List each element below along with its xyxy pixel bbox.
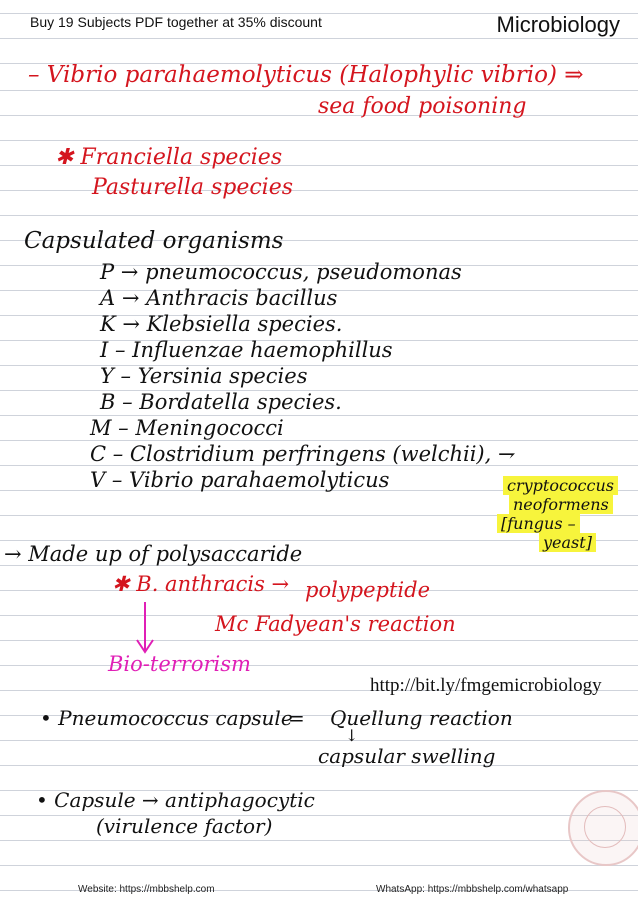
equals-sign: =: [288, 706, 305, 730]
mcfadyean-line: Mc Fadyean's reaction: [215, 612, 456, 636]
list-item: K → Klebsiella species.: [100, 312, 343, 336]
capsular-swelling-line: capsular swelling: [318, 744, 496, 768]
bioterrorism-label: Bio-terrorism: [108, 652, 251, 676]
made-up-line: → Made up of polysaccaride: [4, 542, 303, 566]
pneumo-capsule-line: • Pneumococcus capsule: [40, 706, 293, 730]
anthracis-line: ✱ B. anthracis →: [112, 572, 290, 596]
polypeptide-label: polypeptide: [305, 578, 431, 602]
pasturella-line: Pasturella species: [92, 175, 294, 200]
capsule-line: • Capsule → antiphagocytic: [36, 788, 315, 812]
down-arrow-icon: [130, 600, 160, 660]
subject-title: Microbiology: [496, 12, 620, 37]
source-link[interactable]: http://bit.ly/fmgemicrobiology: [370, 675, 602, 696]
list-item: B – Bordatella species.: [100, 390, 342, 414]
list-item: Y – Yersinia species: [100, 364, 308, 388]
small-down-arrow: ↓: [345, 726, 359, 745]
capsulated-title: Capsulated organisms: [24, 228, 284, 254]
footer-website[interactable]: Website: https://mbbshelp.com: [78, 884, 215, 895]
list-item: I – Influenzae haemophillus: [100, 338, 393, 362]
quellung-line: Quellung reaction: [330, 706, 513, 730]
watermark-seal: [568, 790, 638, 866]
crypto-line: yeast]: [539, 533, 596, 552]
franciella-line: ✱ Franciella species: [55, 145, 283, 170]
list-item: A → Anthracis bacillus: [100, 286, 338, 310]
list-item: P → pneumococcus, pseudomonas: [100, 260, 462, 284]
list-item: M – Meningococci: [90, 416, 284, 440]
vibrio-line: – Vibrio parahaemolyticus (Halophylic vibrio) ⇒: [28, 62, 584, 88]
crypto-line: [fungus –: [497, 514, 580, 533]
virulence-line: (virulence factor): [96, 814, 273, 838]
footer-whatsapp[interactable]: WhatsApp: https://mbbshelp.com/whatsapp: [376, 884, 569, 895]
promo-banner[interactable]: Buy 19 Subjects PDF together at 35% discount: [30, 14, 322, 30]
list-item: V – Vibrio parahaemolyticus: [90, 468, 390, 492]
crypto-note: [503, 476, 618, 552]
crypto-line: cryptococcus: [503, 476, 618, 495]
list-item: C – Clostridium perfringens (welchii), ⇁: [90, 442, 516, 466]
seafood-line: sea food poisoning: [318, 94, 527, 119]
crypto-line: neoformens: [509, 495, 613, 514]
